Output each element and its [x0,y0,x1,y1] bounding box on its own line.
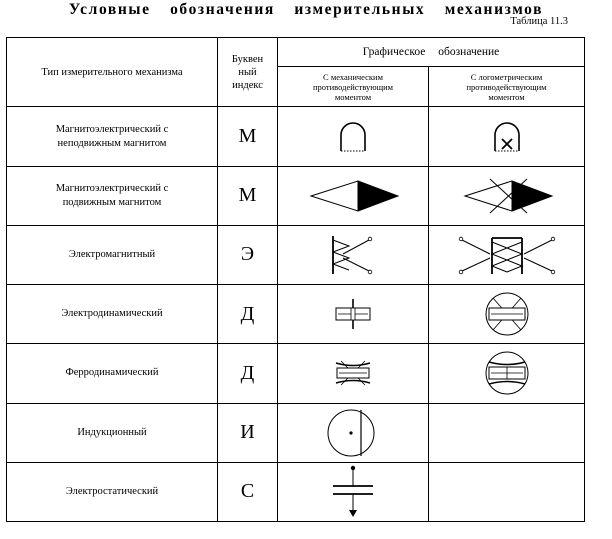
row-name-line: подвижным магнитом [62,196,162,208]
ferrodynamic-symbol-icon [328,353,378,393]
ferrodynamic-ratiometer-symbol-icon [480,349,534,397]
row-letter: Э [218,225,278,284]
symbols-table [6,37,585,522]
row-letter: М [218,107,278,166]
magnetoelectric-fixed-magnet-symbol-icon [333,115,373,159]
header-index [218,38,278,107]
table-row [7,403,585,462]
row-name-line: неподвижным магнитом [57,137,167,149]
header-sub-line: противодействующим [466,81,547,92]
row-name [7,462,218,521]
induction-symbol-icon [325,407,381,459]
row-letter: М [218,166,278,225]
row-name [7,166,218,225]
header-mechanical-moment [278,66,429,107]
row-symbol-mechanical [278,107,429,166]
row-name [7,107,218,166]
header-sub-line: моментом [488,91,525,102]
document-title: Условные обозначения измерительных механизмов [68,1,544,18]
row-symbol-mechanical [278,344,429,403]
row-symbol-ratiometric [429,285,585,344]
table-number: Таблица 11.3 [510,16,568,27]
row-name-line: Магнитоэлектрический с [55,123,169,135]
electrodynamic-symbol-icon [328,294,378,334]
table-row [7,225,585,284]
row-name [7,344,218,403]
electromagnetic-symbol-icon [323,232,383,278]
header-index-line: индекс [232,79,263,91]
row-name [7,285,218,344]
table-row [7,107,585,166]
row-name-line: Индукционный [77,426,147,438]
row-letter: Д [218,285,278,344]
row-symbol-mechanical [278,225,429,284]
row-symbol-mechanical [278,403,429,462]
header-graphic: Графическое обозначение [278,38,585,67]
row-symbol-ratiometric [429,344,585,403]
magnetoelectric-moving-magnet-ratiometer-symbol-icon [457,176,557,216]
electrostatic-symbol-icon [328,464,378,520]
table-row [7,344,585,403]
row-name-line: Электростатический [65,485,159,497]
row-symbol-mechanical [278,285,429,344]
row-name-line: Электродинамический [61,308,163,320]
row-symbol-ratiometric [429,166,585,225]
header-sub-line: С логометрическим [470,71,543,82]
row-symbol-mechanical [278,166,429,225]
row-name-line: Электромагнитный [68,248,156,260]
row-letter: И [218,403,278,462]
table-row [7,166,585,225]
row-symbol-ratiometric-empty [429,403,585,462]
row-symbol-ratiometric-empty [429,462,585,521]
magnetoelectric-fixed-magnet-ratiometer-symbol-icon [487,115,527,159]
header-index-line: ный [238,66,257,78]
header-sub-line: противодействующим [312,81,394,92]
row-name [7,403,218,462]
row-symbol-ratiometric [429,225,585,284]
row-symbol-mechanical [278,462,429,521]
electromagnetic-ratiometer-symbol-icon [452,232,562,278]
header-index-line: Буквен [231,53,264,65]
row-name-line: Магнитоэлектрический с [55,182,169,194]
row-name-line: Ферродинамический [65,367,159,379]
row-name [7,225,218,284]
row-symbol-ratiometric [429,107,585,166]
header-type: Тип измерительного механизма [7,38,218,107]
table-row [7,285,585,344]
header-sub-line: С механическим [323,71,383,82]
row-letter: Д [218,344,278,403]
header-sub-line: моментом [334,91,372,102]
header-ratiometric-moment [429,66,585,107]
magnetoelectric-moving-magnet-symbol-icon [303,176,403,216]
table-row [7,462,585,521]
electrodynamic-ratiometer-symbol-icon [480,290,534,338]
row-letter: С [218,462,278,521]
